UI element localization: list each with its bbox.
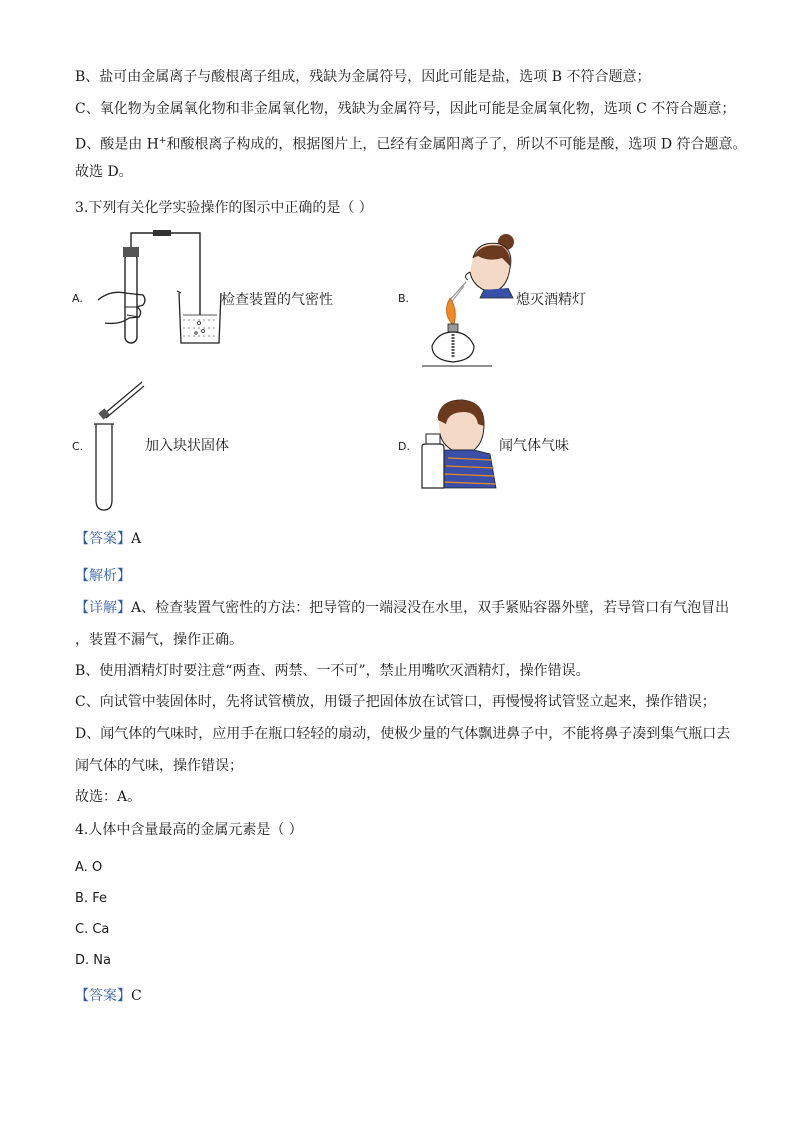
option-d-caption: 闻气体气味 xyxy=(499,438,569,454)
option-a-letter: A. xyxy=(72,292,83,305)
blow-out-lamp-figure xyxy=(418,228,528,368)
explanation-line-b: B、盐可由金属离子与酸根离子组成，残缺为金属符号，因此可能是盐，选项 B 不符合题意； xyxy=(75,69,651,85)
option-b-letter: B. xyxy=(398,292,410,305)
explanation-line-d: D、酸是由 H+和酸根离子构成的，根据图片上，已经有金属阳离子了，所以不可能是酸，选项 D 符合题意。 xyxy=(75,136,747,153)
detail-conclusion: 故选：A。 xyxy=(75,789,142,805)
q4-option-a: A. O xyxy=(75,860,103,875)
airtightness-check-figure xyxy=(95,225,230,350)
option-b-caption: 熄灭酒精灯 xyxy=(516,292,586,308)
q4-answer: C xyxy=(131,988,142,1004)
option-a-caption: 检查装置的气密性 xyxy=(221,292,333,308)
smell-gas-figure xyxy=(418,398,498,490)
detail-line-c: C、向试管中装固体时，先将试管横放，用镊子把固体放在试管口，再慢慢将试管竖立起来，操作错误； xyxy=(75,694,716,710)
analysis-tag: 【解析】 xyxy=(75,568,131,584)
option-c-caption: 加入块状固体 xyxy=(145,438,229,454)
explanation-line-c: C、氧化物为金属氧化物和非金属氧化物，残缺为金属符号，因此可能是金属氧化物，选项 C 不符合题意； xyxy=(75,101,736,117)
q4-answer-line: 【答案】C xyxy=(75,988,142,1004)
detail-line-a: 【详解】A、检查装置气密性的方法：把导管的一端浸没在水里，双手紧贴容器外壁，若导管口有气泡冒出 xyxy=(75,600,730,616)
question-3-stem: 3.下列有关化学实验操作的图示中正确的是（ ） xyxy=(75,200,373,216)
q4-option-c: C. Ca xyxy=(75,922,110,937)
detail-line-b: B、使用酒精灯时要注意“两查、两禁、一不可”，禁止用嘴吹灭酒精灯，操作错误。 xyxy=(75,663,590,679)
q3-answer-line xyxy=(75,529,141,549)
conclusion-line: 故选 D。 xyxy=(75,164,133,180)
detail-line-a2: ，装置不漏气，操作正确。 xyxy=(75,632,243,648)
detail-line-d2: 闻气体的气味，操作错误； xyxy=(75,758,243,774)
detail-line-d: D、闻气体的气味时，应用手在瓶口轻轻的扇动，使极少量的气体飘进鼻子中，不能将鼻子凑到集气瓶口去 xyxy=(75,726,731,742)
question-4-stem: 4.人体中含量最高的金属元素是（ ） xyxy=(75,822,303,838)
add-block-solid-figure xyxy=(92,378,152,513)
q4-option-d: D. Na xyxy=(75,953,111,968)
q3-answer: A xyxy=(131,531,142,547)
option-d-letter: D. xyxy=(398,440,410,453)
answer-tag: 【答案】 xyxy=(75,531,131,547)
q4-option-b: B. Fe xyxy=(75,891,107,906)
option-c-letter: C. xyxy=(72,440,84,453)
